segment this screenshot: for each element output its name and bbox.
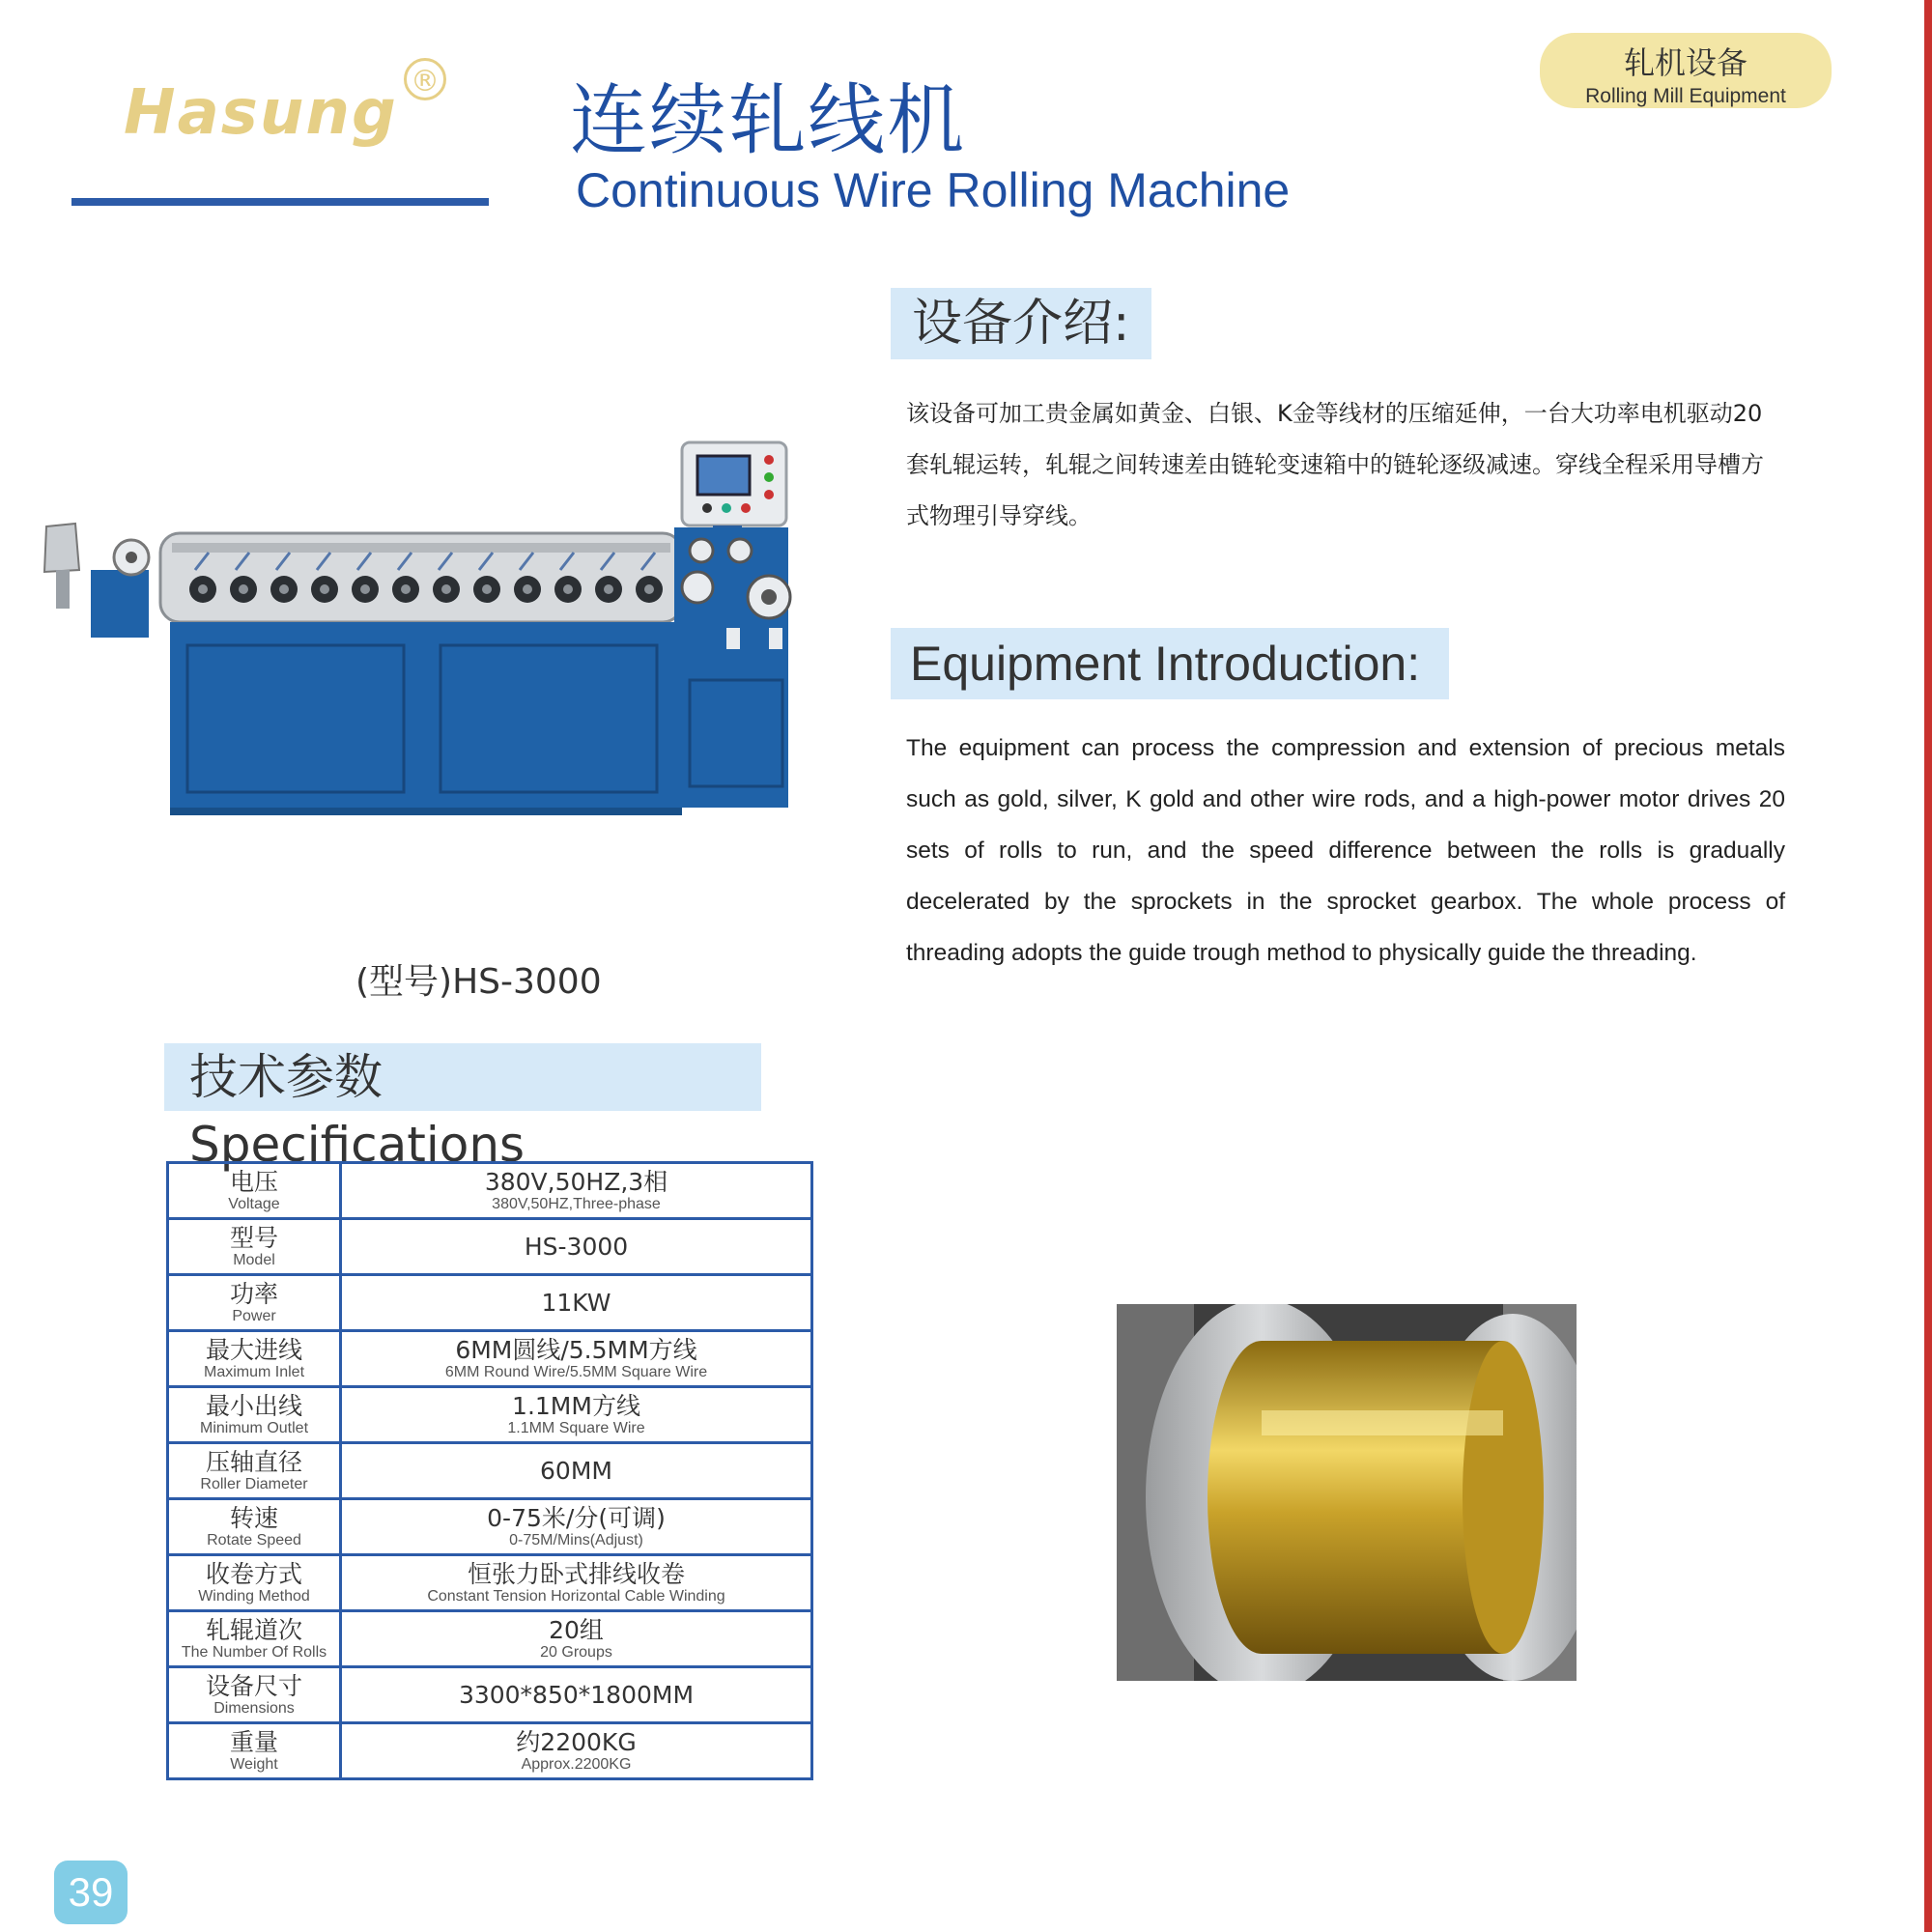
spec-label-cell bbox=[168, 1555, 341, 1611]
edge-stripe bbox=[1924, 0, 1932, 1932]
machine-illustration bbox=[37, 435, 810, 831]
spec-label-cn: 最小出线 bbox=[205, 1391, 302, 1420]
roller-hub bbox=[644, 584, 654, 594]
spec-value-cn: 380V,50HZ,3相 bbox=[484, 1167, 668, 1196]
panel-button bbox=[764, 472, 774, 482]
spec-value-cn: 约2200KG bbox=[516, 1727, 637, 1756]
spec-row bbox=[168, 1443, 812, 1499]
spec-label-cell bbox=[168, 1219, 341, 1275]
spec-label-cell bbox=[168, 1499, 341, 1555]
page-title-en: Continuous Wire Rolling Machine bbox=[576, 163, 1291, 217]
roller-hub bbox=[482, 584, 492, 594]
spec-value-cn: 0-75米/分(可调) bbox=[487, 1503, 666, 1532]
roller-hub bbox=[563, 584, 573, 594]
spec-label-en: Maximum Inlet bbox=[203, 1363, 305, 1380]
spec-label-cell bbox=[168, 1723, 341, 1779]
spec-label-cn: 最大进线 bbox=[205, 1335, 302, 1364]
spec-label-en: Voltage bbox=[228, 1195, 280, 1212]
spec-label-cell bbox=[168, 1163, 341, 1219]
roller-hub bbox=[239, 584, 248, 594]
switch bbox=[726, 628, 740, 649]
intro-heading-cn: 设备介绍: bbox=[891, 288, 1151, 359]
cabinet-base bbox=[170, 808, 682, 815]
spec-label-cell bbox=[168, 1443, 341, 1499]
cover-rail bbox=[172, 543, 670, 553]
spec-value-cn: 恒张力卧式排线收卷 bbox=[467, 1559, 685, 1588]
switch bbox=[769, 628, 782, 649]
spec-label-cn: 电压 bbox=[229, 1167, 278, 1196]
logo-underline bbox=[71, 198, 489, 206]
spec-value-en: 0-75M/Mins(Adjust) bbox=[509, 1531, 643, 1548]
spec-row bbox=[168, 1275, 812, 1331]
spec-row bbox=[168, 1555, 812, 1611]
specs-heading-cn: 技术参数 bbox=[189, 1049, 383, 1105]
panel-button bbox=[764, 490, 774, 499]
spec-value-cell bbox=[341, 1723, 812, 1779]
page-title-cn: 连续轧线机 bbox=[570, 75, 966, 165]
spec-label-cn: 功率 bbox=[229, 1279, 278, 1308]
spec-value-cell bbox=[341, 1163, 812, 1219]
roller-hub bbox=[198, 584, 208, 594]
roller-hub bbox=[401, 584, 411, 594]
spec-row bbox=[168, 1387, 812, 1443]
spec-label-en: Model bbox=[233, 1251, 275, 1268]
model-caption: (型号)HS-3000 bbox=[355, 962, 602, 1002]
inlet-frame bbox=[91, 570, 149, 638]
wire-spool-image bbox=[1117, 1304, 1577, 1681]
roller-hub bbox=[523, 584, 532, 594]
spec-label-en: Winding Method bbox=[198, 1587, 310, 1605]
spec-value-cn: 6MM圆线/5.5MM方线 bbox=[455, 1335, 697, 1364]
specs-heading bbox=[164, 1043, 761, 1173]
spec-value-cell bbox=[341, 1611, 812, 1667]
spec-label-cn: 转速 bbox=[229, 1503, 278, 1532]
spec-value-en: 20 Groups bbox=[540, 1643, 612, 1661]
spec-label-en: Dimensions bbox=[213, 1699, 295, 1717]
spec-label-cn: 重量 bbox=[229, 1727, 278, 1756]
spec-row bbox=[168, 1331, 812, 1387]
drive-wheel bbox=[728, 539, 752, 562]
spec-value-cell bbox=[341, 1555, 812, 1611]
spec-value: 3300*850*1800MM bbox=[458, 1681, 695, 1709]
spec-label-cn: 设备尺寸 bbox=[205, 1671, 302, 1700]
category-label-cn: 轧机设备 bbox=[1623, 44, 1747, 81]
spec-label-cell bbox=[168, 1611, 341, 1667]
roller-hub bbox=[441, 584, 451, 594]
spec-label-en: Minimum Outlet bbox=[199, 1419, 309, 1436]
main-cabinet bbox=[170, 622, 682, 811]
roller-hub bbox=[604, 584, 613, 594]
spec-value-en: Constant Tension Horizontal Cable Winding bbox=[427, 1587, 725, 1605]
spec-row bbox=[168, 1163, 812, 1219]
roller-hub bbox=[360, 584, 370, 594]
wire-spool-photo bbox=[1117, 1304, 1577, 1681]
intro-heading-en: Equipment Introduction: bbox=[891, 628, 1449, 699]
page-number: 39 bbox=[54, 1861, 128, 1924]
spec-value: HS-3000 bbox=[524, 1233, 629, 1261]
spec-label-cn: 轧辊道次 bbox=[205, 1615, 302, 1644]
spec-label-cell bbox=[168, 1275, 341, 1331]
spec-label-en: Rotate Speed bbox=[207, 1531, 301, 1548]
spec-value: 60MM bbox=[540, 1457, 612, 1485]
spec-value-cell bbox=[341, 1443, 812, 1499]
drive-wheel bbox=[690, 539, 713, 562]
spec-value-cell bbox=[341, 1219, 812, 1275]
category-label-en: Rolling Mill Equipment bbox=[1585, 85, 1786, 107]
spec-row bbox=[168, 1723, 812, 1779]
spec-row bbox=[168, 1499, 812, 1555]
spec-value-cell bbox=[341, 1667, 812, 1723]
spec-label-cn: 压轴直径 bbox=[205, 1447, 302, 1476]
spec-value-cell bbox=[341, 1275, 812, 1331]
spec-label-cn: 收卷方式 bbox=[205, 1559, 302, 1588]
spec-value-cn: 20组 bbox=[549, 1615, 604, 1644]
control-screen bbox=[697, 456, 750, 495]
spec-row bbox=[168, 1667, 812, 1723]
panel-button bbox=[722, 503, 731, 513]
spec-label-en: Weight bbox=[230, 1755, 278, 1773]
spec-value-cn: 1.1MM方线 bbox=[512, 1391, 640, 1420]
spec-label-en: The Number Of Rolls bbox=[181, 1643, 327, 1661]
spec-value: 11KW bbox=[541, 1289, 611, 1317]
spec-label-en: Power bbox=[232, 1307, 276, 1324]
intro-text-en: The equipment can process the compression and extension of precious metals such as gold, silver, K gold and other wire rods, and a high-power motor drives 20 sets of rolls to run, and the speed difference between the rolls is gradually decelerated by the sprockets in the sprocket gearbox. The whole process of threading adopts the guide trough method to physically guide the threading. bbox=[906, 735, 1785, 966]
spec-value-cell bbox=[341, 1331, 812, 1387]
winding-housing bbox=[674, 527, 788, 808]
specs-table bbox=[166, 1161, 813, 1780]
spec-label-cell bbox=[168, 1331, 341, 1387]
spec-row bbox=[168, 1219, 812, 1275]
panel-button bbox=[764, 455, 774, 465]
brand-logo: Hasung bbox=[124, 77, 398, 149]
panel-button bbox=[741, 503, 751, 513]
spec-value-cell bbox=[341, 1499, 812, 1555]
pay-off-post bbox=[56, 570, 70, 609]
guide-wheel-hub bbox=[126, 552, 137, 563]
spec-label-cn: 型号 bbox=[229, 1223, 278, 1252]
spec-label-cell bbox=[168, 1387, 341, 1443]
specs-heading-en: Specifications bbox=[189, 1117, 526, 1173]
spec-label-cell bbox=[168, 1667, 341, 1723]
registered-mark-icon: ® bbox=[404, 58, 446, 100]
panel-button bbox=[702, 503, 712, 513]
spec-value-cell bbox=[341, 1387, 812, 1443]
spec-label-en: Roller Diameter bbox=[200, 1475, 308, 1492]
category-badge bbox=[1540, 33, 1832, 108]
spec-value-en: Approx.2200KG bbox=[521, 1755, 632, 1773]
take-up-hub bbox=[761, 589, 777, 605]
spec-value-en: 6MM Round Wire/5.5MM Square Wire bbox=[444, 1363, 708, 1380]
pay-off-spool bbox=[44, 524, 79, 572]
intro-text-cn: 该设备可加工贵金属如黄金、白银、K金等线材的压缩延伸，一台大功率电机驱动20套轧辊运转，轧辊之间转速差由链轮变速箱中的链轮逐级减速。穿线全程采用导槽方式物理引导穿线。 bbox=[906, 400, 1764, 529]
roller-hub bbox=[320, 584, 329, 594]
spec-row bbox=[168, 1611, 812, 1667]
spec-value-en: 1.1MM Square Wire bbox=[507, 1419, 645, 1436]
roller-hub bbox=[279, 584, 289, 594]
spec-value-en: 380V,50HZ,Three-phase bbox=[492, 1195, 661, 1212]
drive-wheel bbox=[682, 572, 713, 603]
